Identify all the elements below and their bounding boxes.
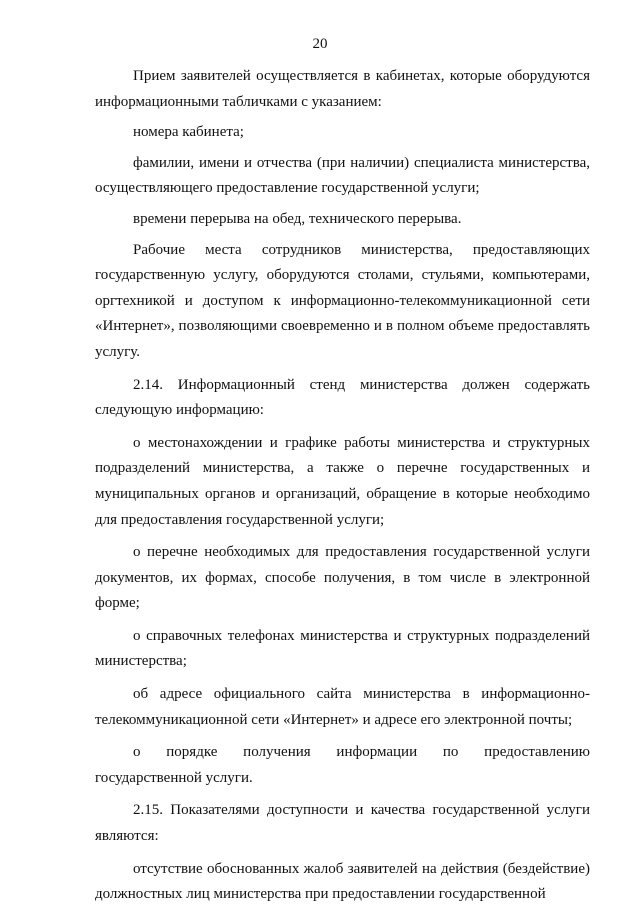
- paragraph-2-15: 2.15. Показателями доступности и качества государственной услуги являются:: [95, 802, 590, 845]
- paragraph-workplaces: Рабочие места сотрудников министерства, предоставляющих государственную услугу, оборудуются столами, стульями, компьютерами, оргтехникой и доступом к информационно-телекоммуникационной сети «Интернет», позволяющими своевременно и в полном объеме предоставлять услугу.: [95, 241, 590, 360]
- list-item-no-complaints: отсутствие обоснованных жалоб заявителей на действия (бездействие) должностных лиц министерства при предоставлении государственной: [95, 860, 590, 903]
- document-body: [95, 64, 590, 908]
- page-number: 20: [312, 36, 328, 52]
- paragraph-2-14: 2.14. Информационный стенд министерства должен содержать следующую информацию:: [95, 376, 590, 419]
- list-item-location: о местонахождении и графике работы министерства и структурных подразделений министерства, а также о перечне государственных и муниципальных органов и организаций, обращение в которые необходимо для предоставления государственной услуги;: [95, 434, 590, 528]
- list-item-website: об адресе официального сайта министерства в информационно-телекоммуникационной сети «Интернет» и адресе его электронной почты;: [95, 686, 590, 728]
- list-item-specialist-name: фамилии, имени и отчества (при наличии) специалиста министерства, осуществляющего предоставление государственной услуги;: [95, 154, 590, 197]
- list-item-phones: о справочных телефонах министерства и структурных подразделений министерства;: [95, 627, 590, 670]
- list-item-room-number: номера кабинета;: [133, 124, 244, 141]
- list-item-info-procedure: о порядке получения информации по предоставлению государственной услуги.: [95, 744, 590, 786]
- paragraph-reception: Прием заявителей осуществляется в кабинетах, которые оборудуются информационными табличками с указанием:: [95, 68, 590, 110]
- list-item-break-time: времени перерыва на обед, технического перерыва.: [133, 210, 462, 227]
- list-item-documents: о перечне необходимых для предоставления государственной услуги документов, их формах, способе получения, в том числе в электронной форме;: [95, 544, 590, 612]
